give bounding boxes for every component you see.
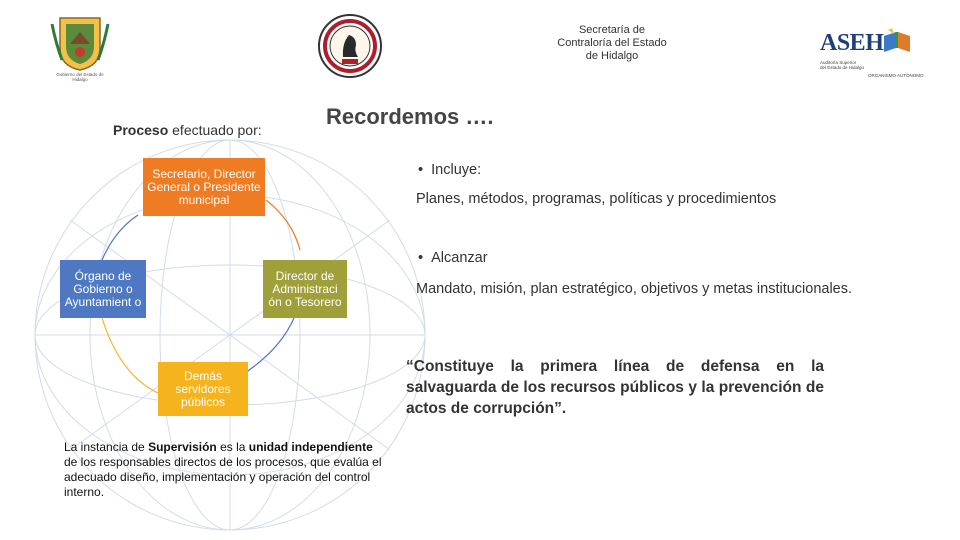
secretaria-logo-text — [552, 24, 672, 63]
slide-heading: Recordemos …. — [326, 104, 494, 129]
aseh-logo-tag: ORGANISMO AUTÓNOMO — [868, 73, 924, 78]
connector-right-bottom — [242, 318, 294, 375]
process-label — [113, 122, 262, 138]
circular-seal-logo — [316, 13, 384, 79]
bullet-incluye-label: Incluye: — [431, 162, 482, 178]
cycle-box-left: Órgano de Gobierno o Ayuntamient o — [60, 260, 146, 318]
bullet-alcanzar-label: Alcanzar — [431, 250, 488, 266]
state-logo-caption: Gobierno del Estado de Hidalgo — [56, 72, 104, 82]
bullet-dot-icon: • — [418, 250, 432, 266]
connector-left-top — [102, 215, 138, 260]
note-part-3: de los responsables directos de los procesos, que evalúa el adecuado diseño, implementación y operación del control interno. — [64, 455, 382, 499]
aseh-subtitle-line-1: Auditoría Superior — [820, 60, 857, 65]
cycle-box-bottom: Demás servidores públicos — [158, 362, 248, 416]
bullet-incluye — [418, 162, 481, 178]
cycle-box-right: Director de Administraci ón o Tesorero — [263, 260, 347, 318]
state-coat-of-arms-logo — [50, 14, 110, 72]
cycle-box-top: Secretario, Director General o Presidente municipal — [143, 158, 265, 216]
aseh-book-icon — [882, 28, 912, 56]
secretaria-line-3: de Hidalgo — [585, 50, 639, 62]
connector-bottom-left — [102, 318, 158, 393]
note-part-1: La instancia de — [64, 440, 149, 454]
secretaria-line-1: Secretaría de — [578, 24, 646, 36]
aseh-subtitle-line-2: del Estado de Hidalgo — [820, 65, 865, 70]
process-label-bold: Proceso — [113, 122, 169, 138]
connector-top-right — [266, 200, 300, 250]
note-bold-2: unidad independiente — [248, 440, 373, 454]
aseh-logo-subtitle — [820, 60, 864, 70]
defense-quote: “Constituye la primera línea de defensa en la salvaguarda de los recursos públicos y la prevención de actos de corrupción”. — [406, 358, 824, 417]
incluye-text: Planes, métodos, programas, políticas y procedimientos — [416, 191, 777, 207]
aseh-logo-name: ASEH — [820, 30, 884, 56]
bullet-alcanzar — [418, 250, 488, 266]
alcanzar-text: Mandato, misión, plan estratégico, objetivos y metas institucionales. — [416, 281, 853, 297]
secretaria-line-2: Contraloría del Estado — [557, 37, 667, 49]
note-bold-1: Supervisión — [148, 440, 217, 454]
bullet-dot-icon: • — [418, 162, 432, 178]
process-label-rest: efectuado por: — [168, 122, 262, 138]
supervision-note — [64, 440, 384, 500]
note-part-2: es la — [216, 440, 249, 454]
